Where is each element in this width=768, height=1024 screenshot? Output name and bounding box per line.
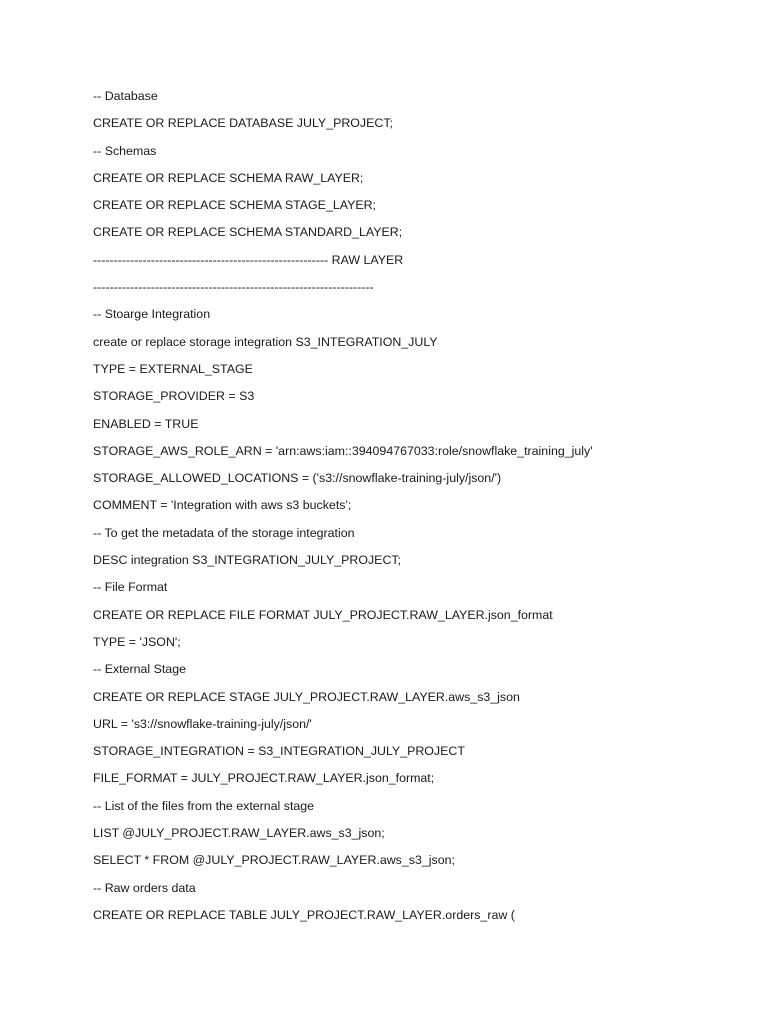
statement-desc-integration: DESC integration S3_INTEGRATION_JULY_PROJECT; <box>93 553 402 568</box>
option-stage-file-format: FILE_FORMAT = JULY_PROJECT.RAW_LAYER.json_format; <box>93 771 435 786</box>
comment-integration-metadata: -- To get the metadata of the storage integration <box>93 525 355 540</box>
option-enabled: ENABLED = TRUE <box>93 416 199 431</box>
comment-raw-orders: -- Raw orders data <box>93 880 196 895</box>
statement-create-stage-schema: CREATE OR REPLACE SCHEMA STAGE_LAYER; <box>93 198 376 213</box>
comment-database: -- Database <box>93 89 158 103</box>
statement-create-standard-schema: CREATE OR REPLACE SCHEMA STANDARD_LAYER; <box>93 225 403 240</box>
statement-create-file-format: CREATE OR REPLACE FILE FORMAT JULY_PROJECT.RAW_LAYER.json_format <box>93 607 553 622</box>
section-divider: -------------------------------------------------------------------- <box>93 280 374 295</box>
comment-schemas: -- Schemas <box>93 143 157 158</box>
option-storage-provider: STORAGE_PROVIDER = S3 <box>93 389 255 404</box>
statement-create-storage-integration: create or replace storage integration S3_INTEGRATION_JULY <box>93 334 438 349</box>
comment-external-stage: -- External Stage <box>93 662 186 677</box>
comment-storage-integration: -- Stoarge Integration <box>93 307 211 322</box>
option-storage-aws-role-arn: STORAGE_AWS_ROLE_ARN = 'arn:aws:iam::394094767033:role/snowflake_training_july' <box>93 443 593 458</box>
option-storage-allowed-locations: STORAGE_ALLOWED_LOCATIONS = ('s3://snowflake-training-july/json/') <box>93 471 502 486</box>
option-comment: COMMENT = 'Integration with aws s3 buckets'; <box>93 498 352 513</box>
statement-create-raw-schema: CREATE OR REPLACE SCHEMA RAW_LAYER; <box>93 170 364 185</box>
statement-list-stage: LIST @JULY_PROJECT.RAW_LAYER.aws_s3_json; <box>93 826 385 841</box>
statement-create-orders-raw-table: CREATE OR REPLACE TABLE JULY_PROJECT.RAW_LAYER.orders_raw ( <box>93 907 515 922</box>
section-divider-raw-layer: --------------------------------------------------------- RAW LAYER <box>93 252 404 267</box>
statement-select-from-stage: SELECT * FROM @JULY_PROJECT.RAW_LAYER.aws_s3_json; <box>93 853 455 868</box>
option-stage-url: URL = 's3://snowflake-training-july/json/' <box>93 716 312 731</box>
comment-file-format: -- File Format <box>93 580 168 595</box>
option-file-format-type: TYPE = 'JSON'; <box>93 634 181 649</box>
statement-create-stage: CREATE OR REPLACE STAGE JULY_PROJECT.RAW_LAYER.aws_s3_json <box>93 689 520 704</box>
option-type: TYPE = EXTERNAL_STAGE <box>93 361 253 376</box>
comment-list-files: -- List of the files from the external stage <box>93 798 315 813</box>
option-stage-storage-integration: STORAGE_INTEGRATION = S3_INTEGRATION_JULY_PROJECT <box>93 744 465 759</box>
statement-create-database: CREATE OR REPLACE DATABASE JULY_PROJECT; <box>93 116 393 131</box>
sql-script-body <box>93 86 733 932</box>
